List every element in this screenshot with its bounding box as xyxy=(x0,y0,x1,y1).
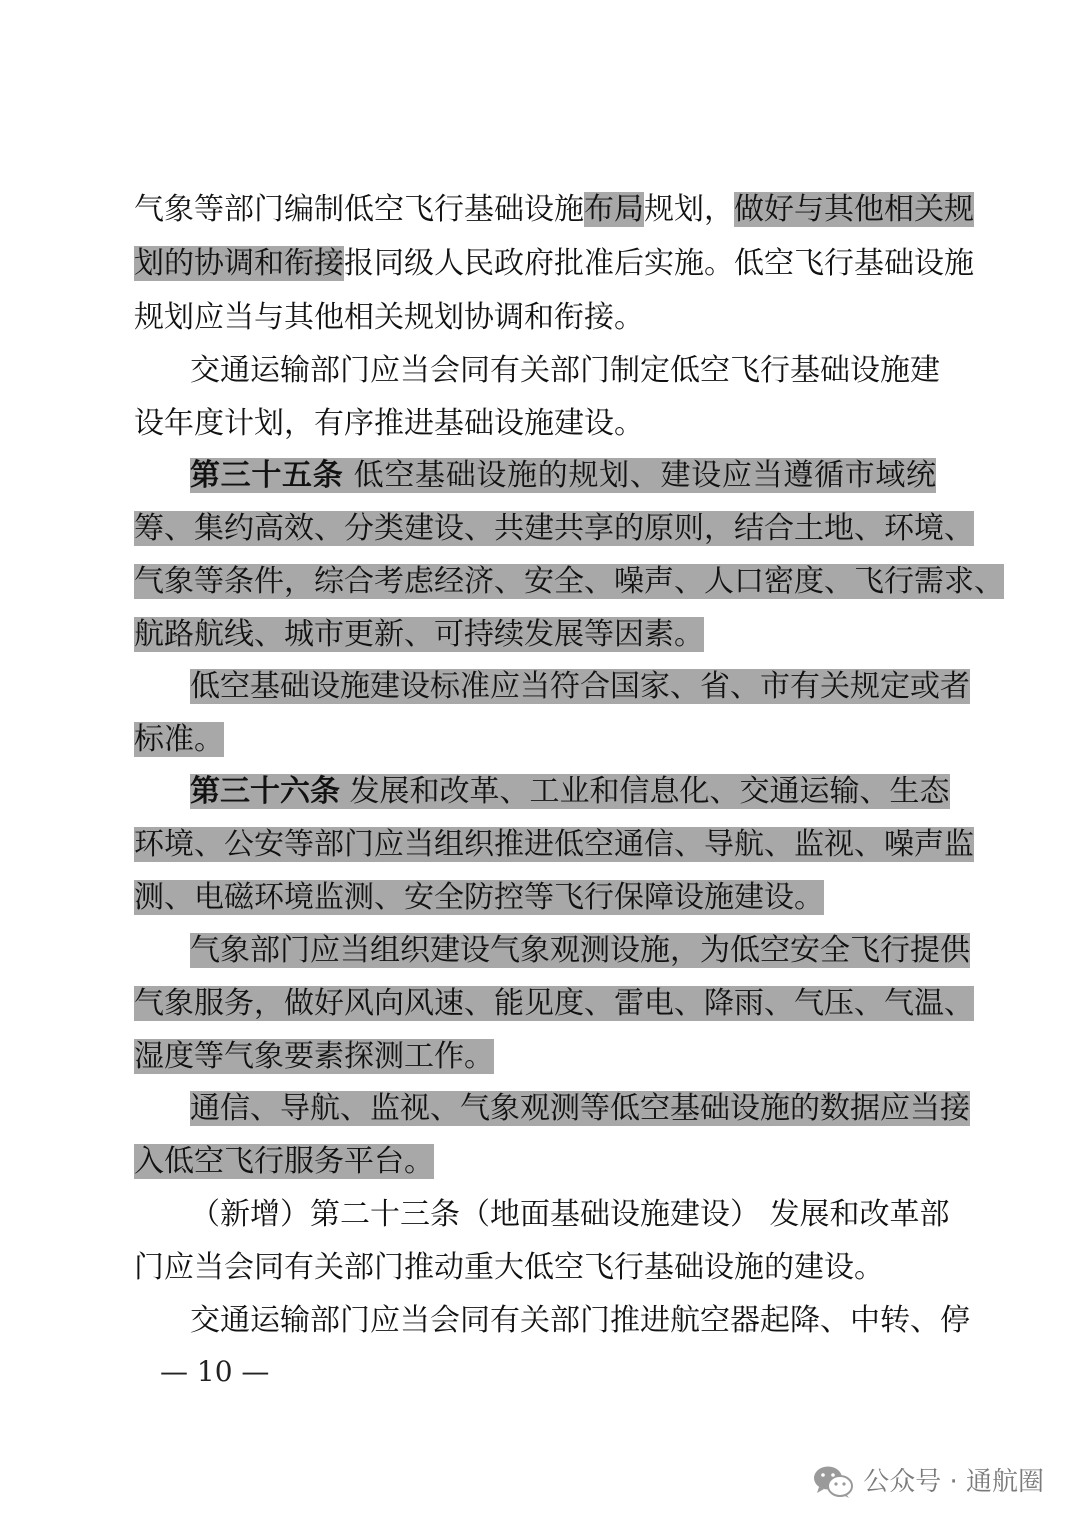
text-segment: 部门编制低空 xyxy=(224,192,404,227)
text-segment: （新增）第二十三条 xyxy=(190,1197,460,1232)
text-line xyxy=(134,398,936,450)
text-line xyxy=(134,1242,936,1294)
text-line xyxy=(134,503,974,555)
text-line xyxy=(190,766,950,818)
text-segment: 交通运输部门应当会同有关部门推进航空器起降、中转、停 xyxy=(190,1303,970,1338)
text-segment: 基础设施 xyxy=(464,192,584,227)
highlighted-text: 划的协调和衔接 xyxy=(134,246,344,281)
highlighted-text: 入低空飞行服务平台。 xyxy=(134,1144,434,1179)
text-line xyxy=(134,238,974,290)
text-segment: 飞行 xyxy=(404,192,464,227)
highlighted-text: 航路航线、城市更新、可持续发展等因素。 xyxy=(134,617,704,652)
text-line xyxy=(190,1295,970,1347)
text-line xyxy=(190,925,970,977)
text-line xyxy=(134,819,974,871)
text-segment: 设年度计划，有序推进基础设施建设。 xyxy=(134,406,644,441)
highlighted-text: 发展和改革、工业和信息化、交通运输、生态 xyxy=(340,774,950,809)
watermark-text: 公众号 · 通航圈 xyxy=(863,1467,1044,1497)
text-line xyxy=(190,345,940,397)
highlighted-text: 通信、导航、监视、气象观测等低空基础设施的数据应当接 xyxy=(190,1091,970,1126)
highlighted-text: 测、电磁环境监测、安全防控等飞行保障设施建设。 xyxy=(134,880,824,915)
text-segment: 气象等 xyxy=(134,192,224,227)
text-segment: 发展和改革部 xyxy=(760,1197,950,1232)
watermark xyxy=(813,1460,1044,1504)
text-segment: 门应当会同有关部门推动重大低空飞行基础设施的建设。 xyxy=(134,1250,884,1285)
page-number: — 10 — xyxy=(160,1355,270,1388)
article-heading: 第三十六条 xyxy=(190,774,340,809)
highlighted-text: 筹、集约高效、分类建设、共建共享的原则，结合土地、环境、 xyxy=(134,511,974,546)
text-segment: 交通运输部门应当会同有关部门制定低空飞行基础设施建 xyxy=(190,353,940,388)
highlighted-text: 标准。 xyxy=(134,722,224,757)
text-line xyxy=(190,1189,950,1241)
text-segment: 报同级人民政府批准后实施。低空飞行基础设施 xyxy=(344,246,974,281)
highlighted-text: 布局 xyxy=(584,192,644,227)
text-line xyxy=(134,609,936,661)
highlighted-text: 气象部门应当组织建设气象观测设施，为低空安全飞行提供 xyxy=(190,933,970,968)
text-line xyxy=(190,1083,970,1135)
text-line xyxy=(134,292,936,344)
text-segment: 规划， xyxy=(644,192,734,227)
text-segment: （地面基础设施建设） xyxy=(460,1197,760,1232)
text-line xyxy=(134,714,936,766)
text-line xyxy=(190,450,936,502)
text-line xyxy=(134,1031,936,1083)
text-line xyxy=(190,661,970,713)
text-line xyxy=(134,184,974,236)
text-line xyxy=(134,1136,936,1188)
text-segment: 规划应当与其他相关规划协调和衔接。 xyxy=(134,300,644,335)
text-line xyxy=(134,556,1004,608)
highlighted-text: 气象服务，做好风向风速、能见度、雷电、降雨、气压、气温、 xyxy=(134,986,974,1021)
wechat-icon xyxy=(813,1465,853,1499)
highlighted-text: 环境、公安等部门应当组织推进低空通信、导航、监视、噪声监 xyxy=(134,827,974,862)
highlighted-text: 湿度等气象要素探测工作。 xyxy=(134,1039,494,1074)
article-heading: 第三十五条 xyxy=(190,458,344,493)
highlighted-text: 低空基础设施建设标准应当符合国家、省、市有关规定或者 xyxy=(190,669,970,704)
highlighted-text: 气象等条件，综合考虑经济、安全、噪声、人口密度、飞行需求、 xyxy=(134,564,1004,599)
text-line xyxy=(134,978,974,1030)
highlighted-text: 做好与其他相关规 xyxy=(734,192,974,227)
text-line xyxy=(134,872,936,924)
highlighted-text: 低空基础设施的规划、建设应当遵循市域统 xyxy=(343,458,936,493)
